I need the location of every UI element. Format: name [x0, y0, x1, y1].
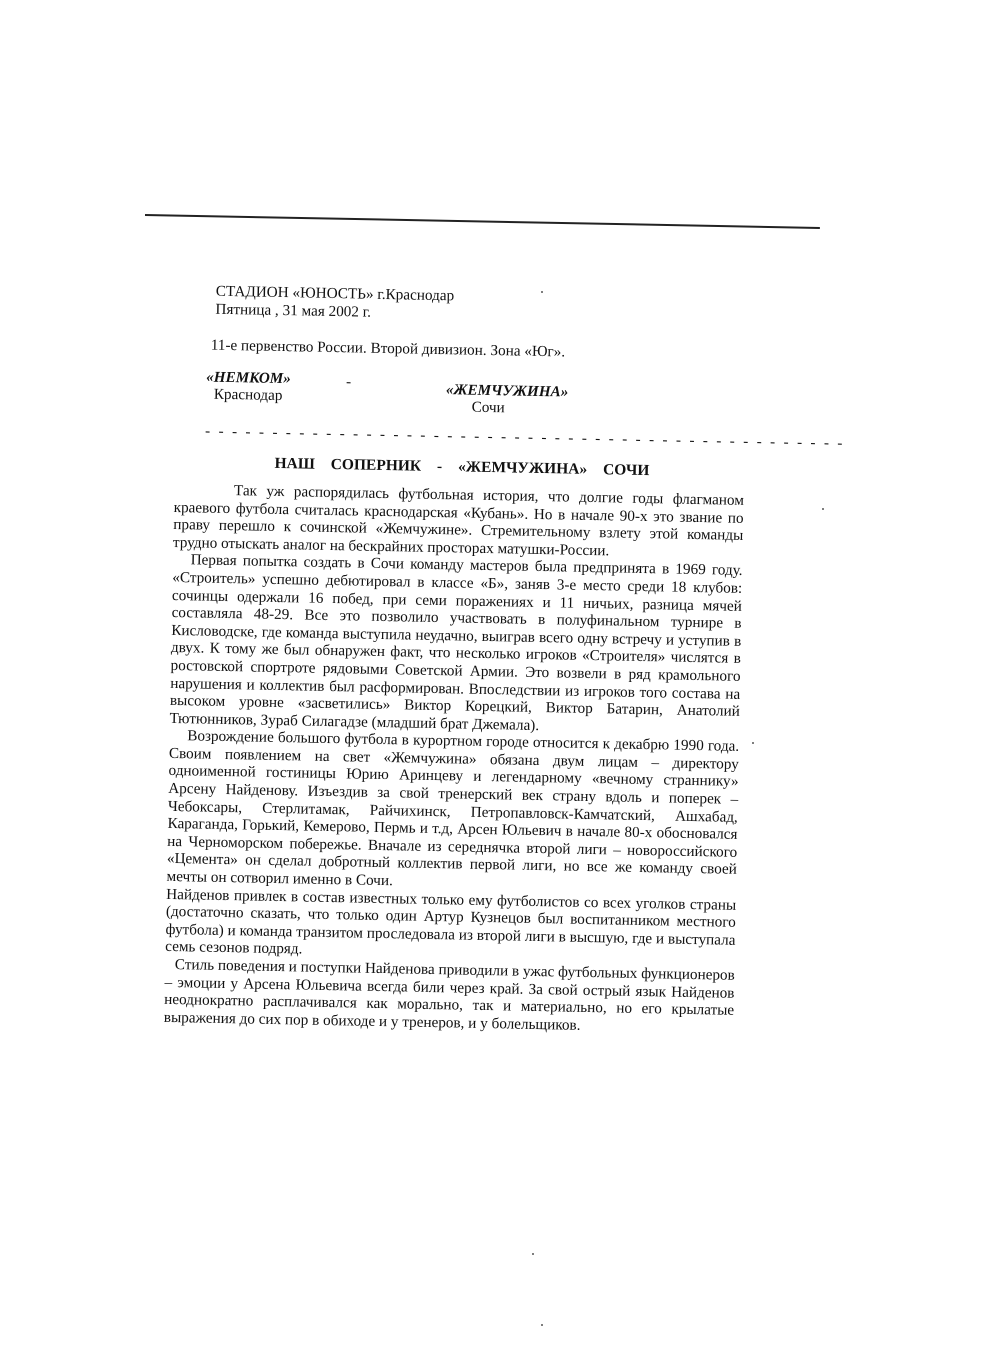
away-team-name: «ЖЕМЧУЖИНА»	[445, 380, 569, 401]
paragraph: Первая попытка создать в Сочи команду мастеров была предпринята в 1969 году. «Строитель» успешно дебютировал в классе «Б», заняв 3-е место среди 18 клубов: сочинцы одержали 16 побед, при семи поражениях и 11 ничьих, разница мячей составляла 48-29. Все это позволило участвовать в полуфинальном турнире в Кисловодске, где команда выступила неудачно, выиграв всего одну встречу и уступив в двух. К тому же был обнаружен факт, что несколько игроков «Строителя» числятся в ростовской спортроте рядовыми Советской Армии. Это возвели в ряд крамольного нарушения и коллектив был расформирован. Впоследствии из игроков того состава на высоком уровне «засветились» Виктор Корецкий, Виктор Батарин, Анатолий Тютюнников, Зураб Силагадзе (младший брат Джемала).	[169, 551, 743, 734]
match-date: Пятница , 31 мая 2002 г.	[215, 300, 372, 321]
competition-title: 11-е первенство России. Второй дивизион. Зона «Юг».	[210, 336, 566, 361]
scan-speck	[541, 1324, 543, 1326]
article-body	[164, 481, 744, 1037]
paragraph: Возрождение большого футбола в курортном городе относится к декабрю 1990 года. Своим появлением на свет «Жемчужина» обязана двум лицам – директору одноименной гостиницы Юрию Аринцеву и легендарному «вечному страннику» Арсену Найденову. Изъездив за свой тренерский век страну вдоль и поперек – Чебоксары, Стерлитамак, Райчихинск, Петропавловск-Камчатский, Ашхабад, Караганда, Горький, Кемерово, Пермь и т.д, Арсен Юльевич в начале 80-х обосновался на Черноморском побережье. Вначале из середнячка второй лиги – новороссийского «Цемента» он сделал добротный коллектив первой лиги, но все же команду своей мечты он сотворил именно в Сочи.	[166, 727, 740, 890]
vs-separator: -	[345, 373, 352, 391]
paragraph: Так уж распорядилась футбольная история, что долгие годы флагманом краевого футбола считалась краснодарская «Кубань». Но в начале 90-х это звание по праву перешло к сочинской «Жемчужине». Стремительному взлету этой команды трудно отыскать аналог на бескрайних просторах матушки-России.	[172, 482, 745, 560]
page-content	[163, 282, 845, 1037]
paragraph: Стиль поведения и поступки Найденова приводили в ужас футбольных функционеров – эмоции у Арсена Юльевича всегда били через край. За свой острый язык Найденов неоднократно расплачивался как морально, так и материально, но его крылатые выражения до сих пор в обиходе и у тренеров, и у болельщиков.	[163, 956, 735, 1034]
home-team	[206, 368, 291, 405]
match-teams	[175, 368, 746, 431]
scan-speck	[532, 1253, 534, 1255]
venue-line: СТАДИОН «ЮНОСТЬ» г.Краснодар	[215, 282, 455, 305]
venue-block	[215, 283, 748, 328]
away-team	[445, 381, 568, 419]
dashed-divider: - - - - - - - - - - - - - - - - - - - - - - - - - - - - - - - - - - - - - - - - - - - - - - - -	[204, 422, 845, 452]
paragraph: Найденов привлек в состав известных только ему футболистов со всех уголков страны (достаточно сказать, что только один Артур Кузнецов был воспитанником местного футбола) и команда транзитом проследовала из второй лиги в высшую, где и выступала семь сезонов подряд.	[165, 885, 737, 958]
away-team-city: Сочи	[471, 399, 505, 417]
home-team-city: Краснодар	[213, 386, 283, 405]
home-team-name: «НЕМКОМ»	[206, 368, 292, 387]
scan-speck	[822, 508, 824, 510]
top-rule	[145, 214, 820, 229]
scan-speck	[541, 291, 543, 293]
scan-speck	[752, 742, 754, 744]
article-heading: НАШ СОПЕРНИК - «ЖЕМЧУЖИНА» СОЧИ	[274, 455, 650, 480]
